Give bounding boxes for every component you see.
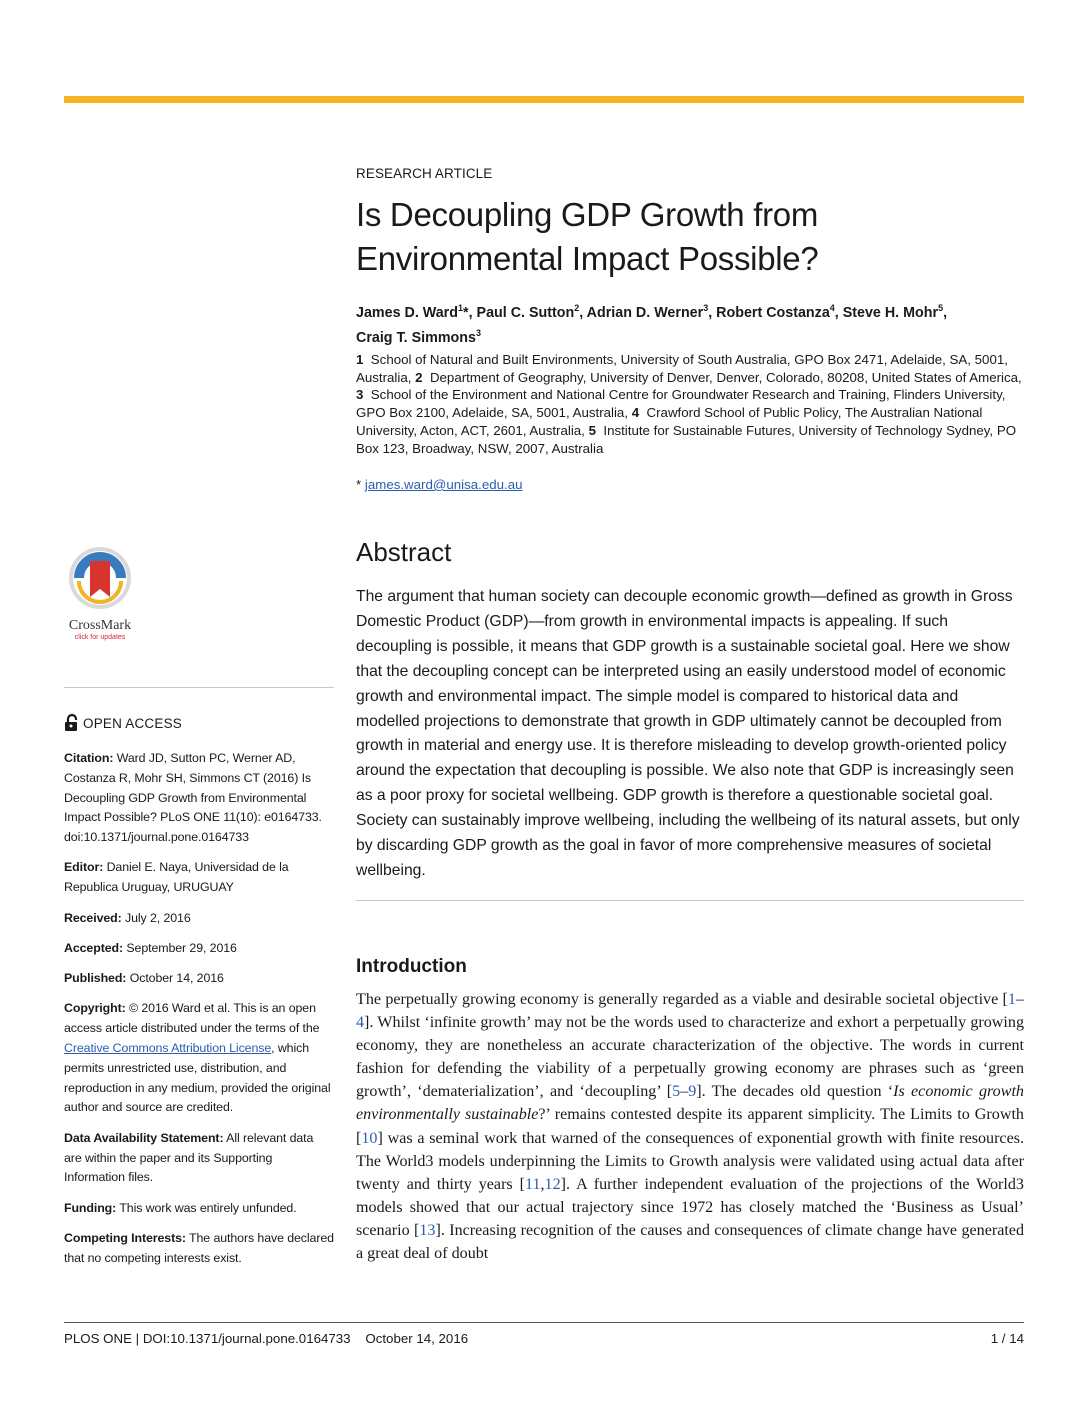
footer-divider: [64, 1322, 1024, 1323]
footer-date: October 14, 2016: [365, 1331, 469, 1346]
reference-link[interactable]: 12: [544, 1175, 561, 1193]
accepted-label: Accepted:: [64, 940, 124, 955]
ref-dash: –: [680, 1083, 689, 1101]
affil-num: 4: [631, 405, 640, 421]
copyright-block: [64, 999, 334, 1118]
sidebar-divider: [64, 687, 334, 688]
author-name[interactable]: Paul C. Sutton: [476, 304, 575, 321]
author-name[interactable]: Robert Costanza: [716, 304, 830, 321]
funding-block: [64, 1199, 334, 1219]
competing-interests-block: [64, 1229, 334, 1269]
reference-link[interactable]: 4: [356, 1014, 365, 1032]
intro-text-run: ]. Increasing recognition of the causes and consequences of climate change have generated a great deal of doubt: [356, 1221, 1024, 1263]
corresponding-mark: *: [463, 304, 469, 321]
intro-italic-question: Is economic growth environmentally sustainable: [356, 1083, 1024, 1124]
data-availability-label: Data Availability Statement:: [64, 1130, 224, 1145]
intro-text-run: ]. Whilst ‘infinite growth’ may not be the words used to characterize and exhort a perpetually growing economy, they are nonetheless an accurate characterization of the objective. The words in current fashion for defending the viability of a perpetually growing economy are phrases such as ‘green growth’, ‘dematerialization’, and ‘decoupling’ [: [356, 1014, 1024, 1101]
competing-interests-label: Competing Interests:: [64, 1230, 186, 1245]
introduction-text: [356, 988, 1024, 1265]
copyright-text-end: , which permits unrestricted use, distribution, and reproduction in any medium, provided the original author and source are credited.: [64, 1041, 331, 1115]
author-name[interactable]: Adrian D. Werner: [586, 304, 704, 321]
ref-comma: ,: [540, 1175, 545, 1193]
title-line-1: Is Decoupling GDP Growth from: [356, 196, 819, 233]
citation-text: Ward JD, Sutton PC, Werner AD, Costanza R, Mohr SH, Simmons CT (2016) Is Decoupling GDP Growth from Environmental Impact Possible? PLoS ONE 11(10): e0164733. doi:10.1371/journal.pone.0164733: [64, 751, 322, 845]
article-metadata: [64, 749, 334, 1279]
introduction-heading: Introduction: [356, 956, 467, 977]
reference-link[interactable]: 1: [1007, 991, 1016, 1008]
published-block: [64, 969, 334, 989]
funding-label: Funding:: [64, 1200, 117, 1215]
data-availability-text: All relevant data are within the paper and its Supporting Information files.: [64, 1130, 314, 1185]
accepted-date: September 29, 2016: [126, 940, 237, 955]
author-name[interactable]: Craig T. Simmons: [356, 329, 476, 346]
accepted-block: [64, 939, 334, 959]
crossmark-word: CrossMark: [68, 618, 132, 633]
editor-block: [64, 858, 334, 898]
funding-text: This work was entirely unfunded.: [119, 1200, 297, 1215]
email-link[interactable]: james.ward@unisa.edu.au: [364, 477, 523, 492]
article-type-label: RESEARCH ARTICLE: [356, 166, 493, 181]
open-lock-icon: [64, 714, 78, 732]
author-list: James D. Ward$^1$*, Paul C. Sutton$^2$, Adrian D. Werner$^3$, Robert Costanza$^4$, Steve H. Mohr$^5$, Craig T. Simmons$^3$: [356, 303, 948, 346]
affil-num: 5: [588, 422, 596, 438]
affil-text: School of the Environment and National Centre for Groundwater Research and Training, Flinders University, GPO Box 2100, Adelaide, SA, 5001, Australia,: [356, 387, 1006, 421]
title-line-2: Environmental Impact Possible?: [356, 240, 819, 277]
intro-text-run: The perpetually growing economy is generally regarded as a viable and desirable societal objective [: [356, 991, 1008, 1008]
author-name[interactable]: James D. Ward: [356, 304, 458, 321]
author-affil-sup: 2: [574, 303, 580, 313]
footer-citation: [64, 1331, 468, 1346]
editor-text: Daniel E. Naya, Universidad de la Republica Uruguay, URUGUAY: [64, 860, 289, 895]
citation-block: [64, 749, 334, 848]
affiliations: [356, 351, 1024, 457]
reference-link[interactable]: 13: [419, 1221, 436, 1239]
crossmark-icon: [67, 545, 133, 611]
copyright-label: Copyright:: [64, 1001, 126, 1016]
email-prefix: *: [356, 477, 362, 492]
author-affil-sup: 1: [457, 303, 463, 313]
reference-link[interactable]: 5: [672, 1083, 681, 1101]
affil-text: Crawford School of Public Policy, The Australian National University, Acton, ACT, 2601, Australia,: [356, 405, 983, 438]
open-access-badge: [64, 714, 182, 732]
editor-label: Editor:: [64, 860, 104, 875]
affil-num: 3: [356, 387, 364, 403]
author-name[interactable]: Steve H. Mohr: [842, 304, 939, 321]
received-block: [64, 909, 334, 929]
crossmark-subtext: click for updates: [74, 634, 126, 641]
ref-dash: –: [1015, 991, 1024, 1008]
reference-link[interactable]: 11: [525, 1175, 541, 1193]
affil-text: Institute for Sustainable Futures, University of Technology Sydney, PO Box 123, Broadway, NSW, 2007, Australia: [356, 422, 1017, 456]
abstract-heading: Abstract: [356, 537, 452, 567]
page-number: 1 / 14: [990, 1331, 1024, 1346]
affil-num: 1: [356, 352, 364, 367]
intro-text-run: ]. The decades old question ‘: [696, 1083, 894, 1101]
received-date: July 2, 2016: [125, 910, 191, 925]
citation-label: Citation:: [64, 751, 114, 765]
intro-text-run: ]. A further independent evaluation of the projections of the World3 models showed that our actual trajectory since 1972 has closely matched the ‘Business as Usual’ scenario [: [356, 1175, 1024, 1239]
open-access-label: OPEN ACCESS: [83, 715, 182, 731]
affil-num: 2: [415, 369, 423, 385]
article-title: [356, 193, 1024, 281]
license-link[interactable]: Creative Commons Attribution License: [64, 1041, 272, 1056]
published-date: October 14, 2016: [129, 971, 224, 986]
intro-text-run: ?’ remains contested despite its apparent simplicity. The Limits to Growth [: [356, 1106, 1024, 1147]
competing-interests-text: The authors have declared that no competing interests exist.: [64, 1230, 334, 1265]
section-divider: [356, 900, 1024, 901]
affil-text: Department of Geography, University of Denver, Denver, Colorado, 80208, United States of America,: [429, 369, 1022, 385]
author-affil-sup: 5: [938, 303, 944, 313]
received-label: Received:: [64, 910, 122, 925]
journal-accent-bar: [64, 96, 1024, 103]
crossmark-badge[interactable]: [60, 545, 140, 641]
copyright-text: © 2016 Ward et al. This is an open access article distributed under the terms of the: [64, 1001, 320, 1036]
reference-link[interactable]: 10: [361, 1129, 378, 1147]
data-availability-block: [64, 1129, 334, 1188]
intro-text-run: ] was a seminal work that warned of the consequences of exponential growth with finite resources. The World3 models underpinning the Limits to Growth analysis were validated using actual data after twenty and thirty years [: [356, 1129, 1024, 1193]
author-affil-sup: 3: [703, 303, 709, 313]
author-affil-sup: 3: [475, 327, 481, 338]
footer-journal-doi: PLOS ONE | DOI:10.1371/journal.pone.0164733: [64, 1331, 351, 1346]
author-affil-sup: 4: [829, 303, 835, 313]
published-label: Published:: [64, 971, 127, 986]
abstract-text: The argument that human society can decouple economic growth—defined as growth in Gross Domestic Product (GDP)—from growth in environmental impacts is appealing. If such decoupling is possible, it means that GDP growth is a sustainable societal goal. Here we show that the decoupling concept can be interpreted using an easily understood model of economic growth and environmental impact. The simple model is compared to historical data and modelled projections to demonstrate that growth in GDP ultimately cannot be decoupled from growth in material and energy use. It is therefore misleading to develop growth-oriented policy around the expectation that decoupling is possible. We also note that GDP is increasingly seen as a poor proxy for societal wellbeing. GDP growth is therefore a questionable societal goal. Society can sustainably improve wellbeing, including the wellbeing of its natural assets, but only by discarding GDP growth as the goal in favor of more comprehensive measures of societal wellbeing.: [356, 588, 1020, 879]
affil-text: School of Natural and Built Environments, University of South Australia, GPO Box 2471, Adelaide, SA, 5001, Australia,: [356, 352, 1008, 385]
corresponding-email: [356, 477, 1024, 492]
reference-link[interactable]: 9: [688, 1083, 697, 1101]
